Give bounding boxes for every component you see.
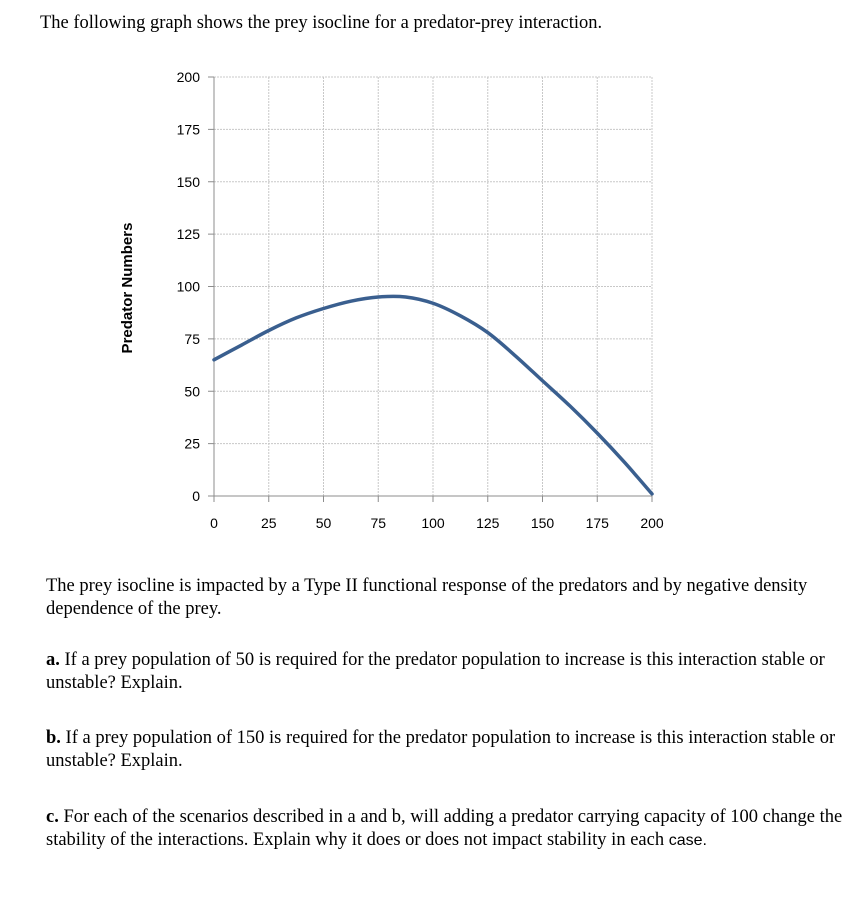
x-tick-label: 125 (476, 515, 500, 531)
y-tick-label: 100 (176, 278, 200, 295)
y-tick-label: 75 (184, 330, 200, 347)
question-a-text: If a prey population of 50 is required for the predator population to increase is this interaction stable or unstable? Explain. (46, 650, 825, 693)
question-c (46, 806, 846, 852)
question-b (46, 727, 846, 773)
axes (208, 77, 652, 502)
y-tick-label: 175 (176, 121, 200, 138)
x-tick-label: 100 (421, 515, 445, 531)
y-tick-label: 50 (184, 383, 200, 400)
x-tick-label: 0 (210, 515, 218, 531)
y-tick-label: 200 (176, 69, 200, 85)
intro-text: The following graph shows the prey isocline for a predator-prey interaction. (40, 13, 603, 33)
y-tick-label: 125 (176, 226, 200, 243)
x-tick-label: 25 (260, 515, 277, 531)
grid-lines (214, 77, 652, 496)
x-tick-label: 175 (585, 515, 609, 531)
question-c-tail: case. (668, 832, 707, 849)
question-c-text: For each of the scenarios described in a and b, will adding a predator carrying capacity of 100 change the stability of the interactions. Explain why it does or does not impact stability in each (46, 807, 843, 850)
y-tick-label: 150 (176, 173, 200, 190)
question-a-label: a. (46, 650, 60, 670)
question-a (46, 649, 846, 695)
x-tick-label: 200 (640, 515, 664, 531)
prey-isocline-chart (100, 60, 680, 550)
question-c-label: c. (46, 807, 59, 827)
description-text: The prey isocline is impacted by a Type II functional response of the predators and by negative density dependence of the prey. (46, 576, 808, 619)
y-tick-label: 0 (192, 488, 200, 504)
description-paragraph (46, 575, 846, 621)
x-tick-label: 75 (370, 515, 387, 531)
y-tick-label: 25 (184, 435, 200, 452)
y-axis-label: Predator Numbers (119, 222, 136, 354)
question-b-label: b. (46, 728, 61, 748)
question-b-text: If a prey population of 150 is required for the predator population to increase is this interaction stable or unstable? Explain. (46, 728, 836, 771)
x-tick-label: 50 (315, 515, 332, 531)
x-tick-label: 150 (530, 515, 555, 531)
